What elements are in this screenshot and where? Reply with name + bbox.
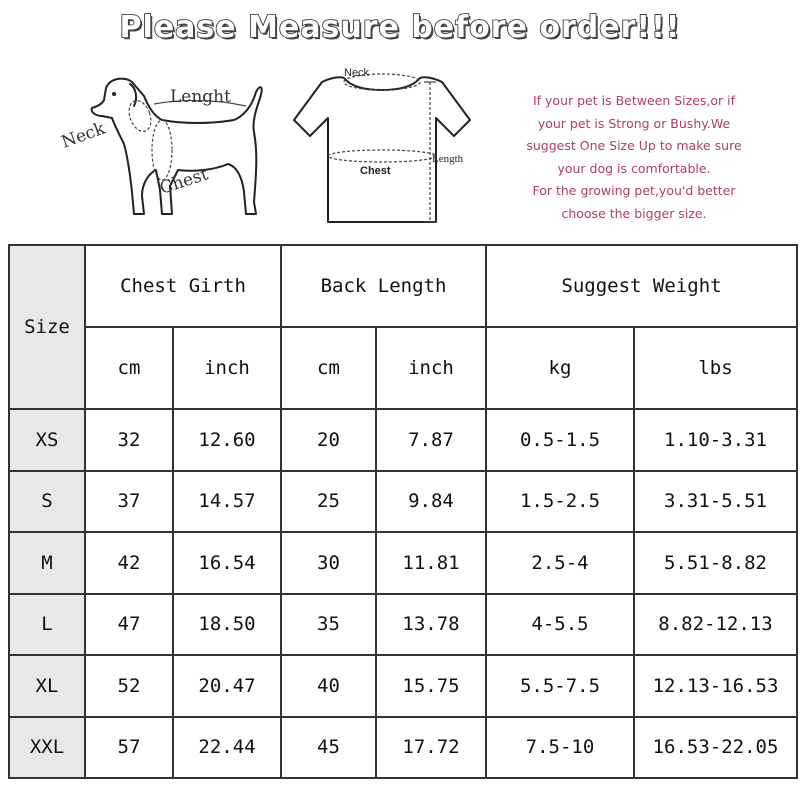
weight-lbs-cell: 8.82-12.13 — [634, 594, 797, 656]
chest-inch-cell: 12.60 — [173, 409, 281, 471]
back-cm-cell: 30 — [281, 532, 376, 594]
unit-header: kg — [486, 327, 634, 409]
back-inch-cell: 15.75 — [376, 655, 486, 717]
weight-kg-cell: 0.5-1.5 — [486, 409, 634, 471]
advice-line: suggest One Size Up to make sure — [526, 138, 742, 153]
shirt-length-label: Length — [432, 153, 464, 165]
size-label: S — [9, 471, 85, 533]
table-row — [9, 655, 797, 717]
back-inch-cell: 7.87 — [376, 409, 486, 471]
size-chart-table — [8, 244, 798, 779]
table-header-row — [9, 245, 797, 327]
table-row — [9, 409, 797, 471]
chest-girth-header: Chest Girth — [85, 245, 281, 327]
shirt-measurement-diagram — [282, 60, 482, 238]
weight-lbs-cell: 12.13-16.53 — [634, 655, 797, 717]
weight-lbs-cell: 1.10-3.31 — [634, 409, 797, 471]
advice-line: If your pet is Between Sizes,or if — [532, 93, 736, 108]
advice-line: For the growing pet,you'd better — [532, 183, 736, 198]
size-label: L — [9, 594, 85, 656]
size-column-header: Size — [9, 245, 85, 409]
weight-kg-cell: 5.5-7.5 — [486, 655, 634, 717]
back-inch-cell: 13.78 — [376, 594, 486, 656]
weight-kg-cell: 2.5-4 — [486, 532, 634, 594]
table-row — [9, 717, 797, 779]
chest-cm-cell: 57 — [85, 717, 173, 779]
size-label: XXL — [9, 717, 85, 779]
back-inch-cell: 17.72 — [376, 717, 486, 779]
weight-kg-cell: 1.5-2.5 — [486, 471, 634, 533]
unit-header: cm — [281, 327, 376, 409]
unit-header: inch — [173, 327, 281, 409]
back-cm-cell: 25 — [281, 471, 376, 533]
back-length-header: Back Length — [281, 245, 486, 327]
page-title: Please Measure before order!!! — [119, 10, 681, 45]
back-cm-cell: 20 — [281, 409, 376, 471]
chest-inch-cell: 20.47 — [173, 655, 281, 717]
shirt-outline — [294, 77, 470, 222]
chest-cm-cell: 47 — [85, 594, 173, 656]
table-row — [9, 532, 797, 594]
dog-chest-label: Chest — [157, 164, 211, 199]
weight-lbs-cell: 16.53-22.05 — [634, 717, 797, 779]
table-unit-row — [9, 327, 797, 409]
weight-lbs-cell: 5.51-8.82 — [634, 532, 797, 594]
advice-line: choose the bigger size. — [561, 205, 707, 221]
back-inch-cell: 9.84 — [376, 471, 486, 533]
chest-cm-cell: 52 — [85, 655, 173, 717]
size-label: XL — [9, 655, 85, 717]
chest-inch-cell: 18.50 — [173, 594, 281, 656]
back-cm-cell: 40 — [281, 655, 376, 717]
chest-inch-cell: 22.44 — [173, 717, 281, 779]
size-label: M — [9, 532, 85, 594]
dog-measurement-diagram — [58, 66, 278, 236]
unit-header: inch — [376, 327, 486, 409]
back-cm-cell: 35 — [281, 594, 376, 656]
weight-lbs-cell: 3.31-5.51 — [634, 471, 797, 533]
chest-cm-cell: 37 — [85, 471, 173, 533]
chest-inch-cell: 14.57 — [173, 471, 281, 533]
chest-cm-cell: 32 — [85, 409, 173, 471]
table-row — [9, 471, 797, 533]
weight-kg-cell: 4-5.5 — [486, 594, 634, 656]
unit-header: lbs — [634, 327, 797, 409]
advice-line: your pet is Strong or Bushy.We — [537, 115, 731, 131]
advice-line: your dog is comfortable. — [557, 160, 711, 176]
table-row — [9, 594, 797, 656]
dog-length-label: Lenght — [170, 87, 231, 107]
dog-neck-label: Neck — [58, 118, 108, 153]
back-inch-cell: 11.81 — [376, 532, 486, 594]
chest-inch-cell: 16.54 — [173, 532, 281, 594]
sizing-advice — [484, 90, 784, 225]
shirt-neck-label: Neck — [344, 67, 370, 79]
size-label: XS — [9, 409, 85, 471]
shirt-chest-label: Chest — [360, 165, 391, 177]
suggest-weight-header: Suggest Weight — [486, 245, 797, 327]
unit-header: cm — [85, 327, 173, 409]
back-cm-cell: 45 — [281, 717, 376, 779]
weight-kg-cell: 7.5-10 — [486, 717, 634, 779]
chest-cm-cell: 42 — [85, 532, 173, 594]
